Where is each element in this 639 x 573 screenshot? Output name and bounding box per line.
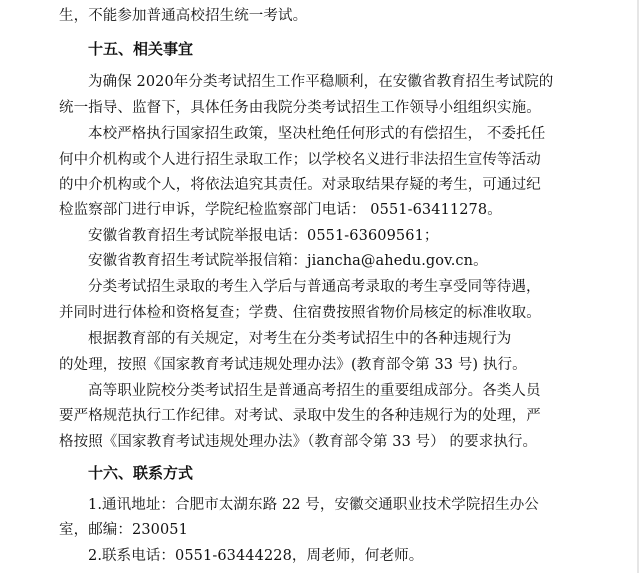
section-heading-15: 十五、相关事宜 <box>88 40 194 58</box>
text-line: 检监察部门进行申诉，学院纪检监察部门电话： 0551-63411278。 <box>59 202 502 218</box>
text-line: 安徽省教育招生考试院举报电话：0551-63609561； <box>88 228 439 244</box>
text-line: 生，不能参加普通高校招生统一考试。 <box>59 8 308 24</box>
text-line: 安徽省教育招生考试院举报信箱：jiancha@ahedu.gov.cn。 <box>88 253 488 269</box>
text-line: 为确保 2020年分类考试招生工作平稳顺利，在安徽省教育招生考试院的 <box>88 74 554 90</box>
text-line: 根据教育部的有关规定，对考生在分类考试招生中的各种违规行为 <box>88 331 512 347</box>
text-line: 2.联系电话：0551-63444228，周老师，何老师。 <box>88 548 424 564</box>
text-line: 的中介机构或个人，将依法追究其责任。对录取结果存疑的考生，可通过纪 <box>59 177 541 193</box>
text-line: 1.通讯地址：合肥市太湖东路 22 号，安徽交通职业技术学院招生办公 <box>88 497 539 513</box>
text-line: 的处理，按照《国家教育考试违规处理办法》(教育部令第 33 号) 执行。 <box>59 357 527 373</box>
text-line: 格按照《国家教育考试违规处理办法》（教育部令第 33 号） 的要求执行。 <box>59 434 538 450</box>
text-line: 分类考试招生录取的考生入学后与普通高考录取的考生享受同等待遇， <box>88 279 541 295</box>
text-line: 高等职业院校分类考试招生是普通高考招生的重要组成部分。各类人员 <box>88 383 541 399</box>
text-line: 并同时进行体检和资格复查；学费、住宿费按照省物价局核定的标准收取。 <box>59 305 541 321</box>
section-heading-16: 十六、联系方式 <box>88 464 194 482</box>
text-line: 要严格规范执行工作纪律。对考试、录取中发生的各种违规行为的处理，严 <box>59 408 541 424</box>
text-line: 何中介机构或个人进行招生录取工作；以学校名义进行非法招生宣传等活动 <box>59 152 541 168</box>
text-line: 本校严格执行国家招生政策，坚决杜绝任何形式的有偿招生， 不委托任 <box>88 126 546 142</box>
text-line: 统一指导、监督下，具体任务由我院分类考试招生工作领导小组组织实施。 <box>59 100 541 116</box>
text-line: 室，邮编：230051 <box>59 522 188 538</box>
